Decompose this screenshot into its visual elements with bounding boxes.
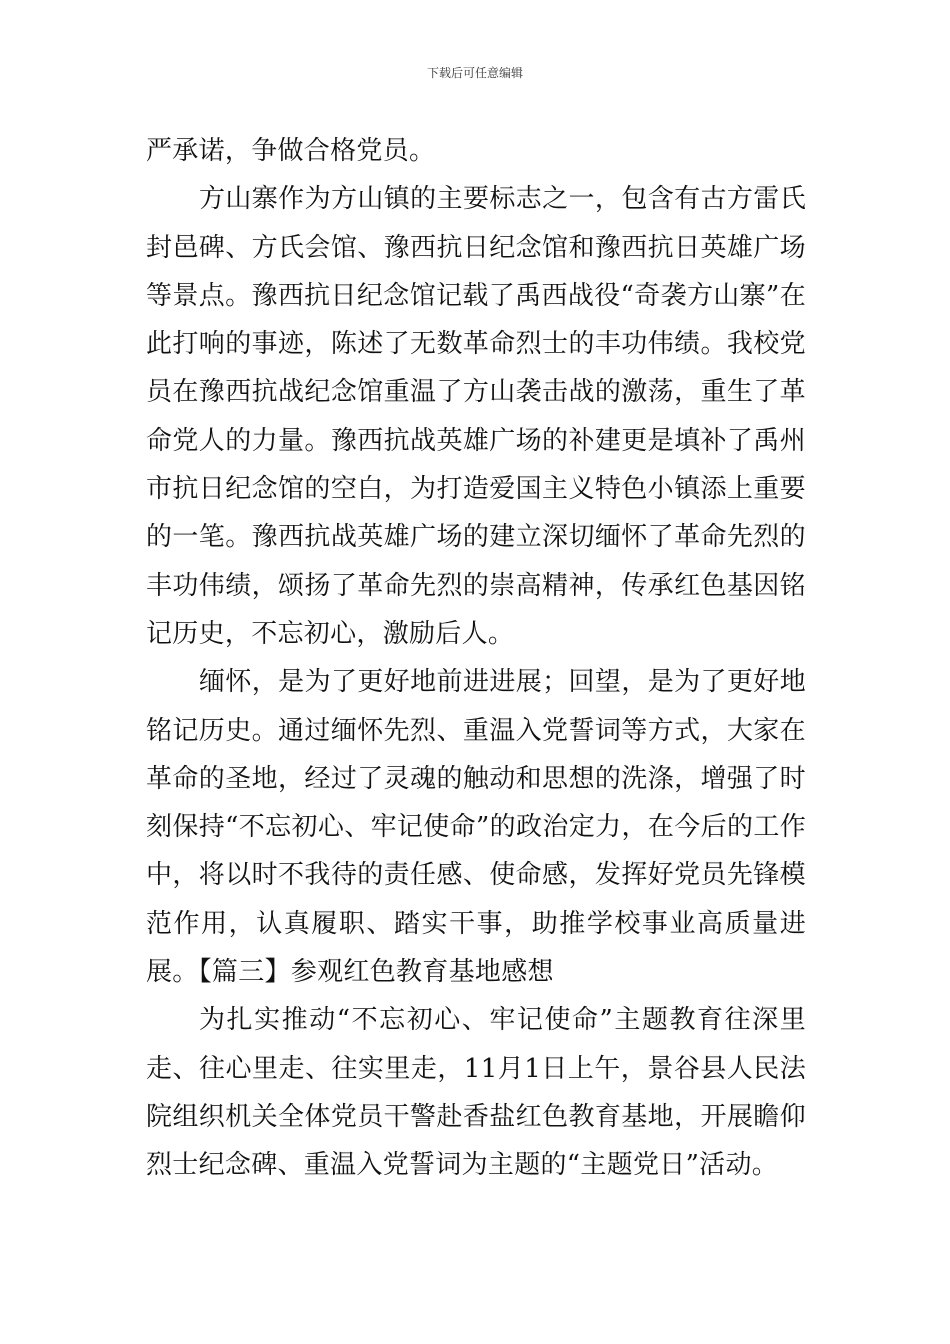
- document-body: [146, 127, 806, 1190]
- page-header: 下载后可任意编辑: [426, 66, 523, 80]
- paragraph-continuation: 严承诺，争做合格党员。: [146, 136, 436, 166]
- paragraph-remembrance: 缅怀，是为了更好地前进进展；回望，是为了更好地铭记历史。通过缅怀先烈、重温入党誓词等方式，大家在革命的圣地，经过了灵魂的触动和思想的洗涤，增强了时刻保持“不忘初心、牢记使命”的政治定力，在今后的工作中，将以时不我待的责任感、使命感，发挥好党员先锋模范作用，认真履职、踏实干事，助推学校事业高质量进展。【篇三】参观红色教育基地感想: [146, 667, 806, 988]
- paragraph-theme-party-day: 为扎实推动“不忘初心、牢记使命”主题教育往深里走、往心里走、往实里走，11月1日上午，景谷县人民法院组织机关全体党员干警赴香盐红色教育基地，开展瞻仰烈士纪念碑、重温入党誓词为主题的“主题党日”活动。: [146, 1005, 806, 1181]
- paragraph-fangshanzhai: 方山寨作为方山镇的主要标志之一，包含有古方雷氏封邑碑、方氏会馆、豫西抗日纪念馆和豫西抗日英雄广场等景点。豫西抗日纪念馆记载了禹西战役“奇袭方山寨”在此打响的事迹，陈述了无数革命烈士的丰功伟绩。我校党员在豫西抗战纪念馆重温了方山袭击战的激荡，重生了革命党人的力量。豫西抗战英雄广场的补建更是填补了禹州市抗日纪念馆的空白，为打造爱国主义特色小镇添上重要的一笔。豫西抗战英雄广场的建立深切缅怀了革命先烈的丰功伟绩，颂扬了革命先烈的崇高精神，传承红色基因铭记历史，不忘初心，激励后人。: [146, 184, 806, 649]
